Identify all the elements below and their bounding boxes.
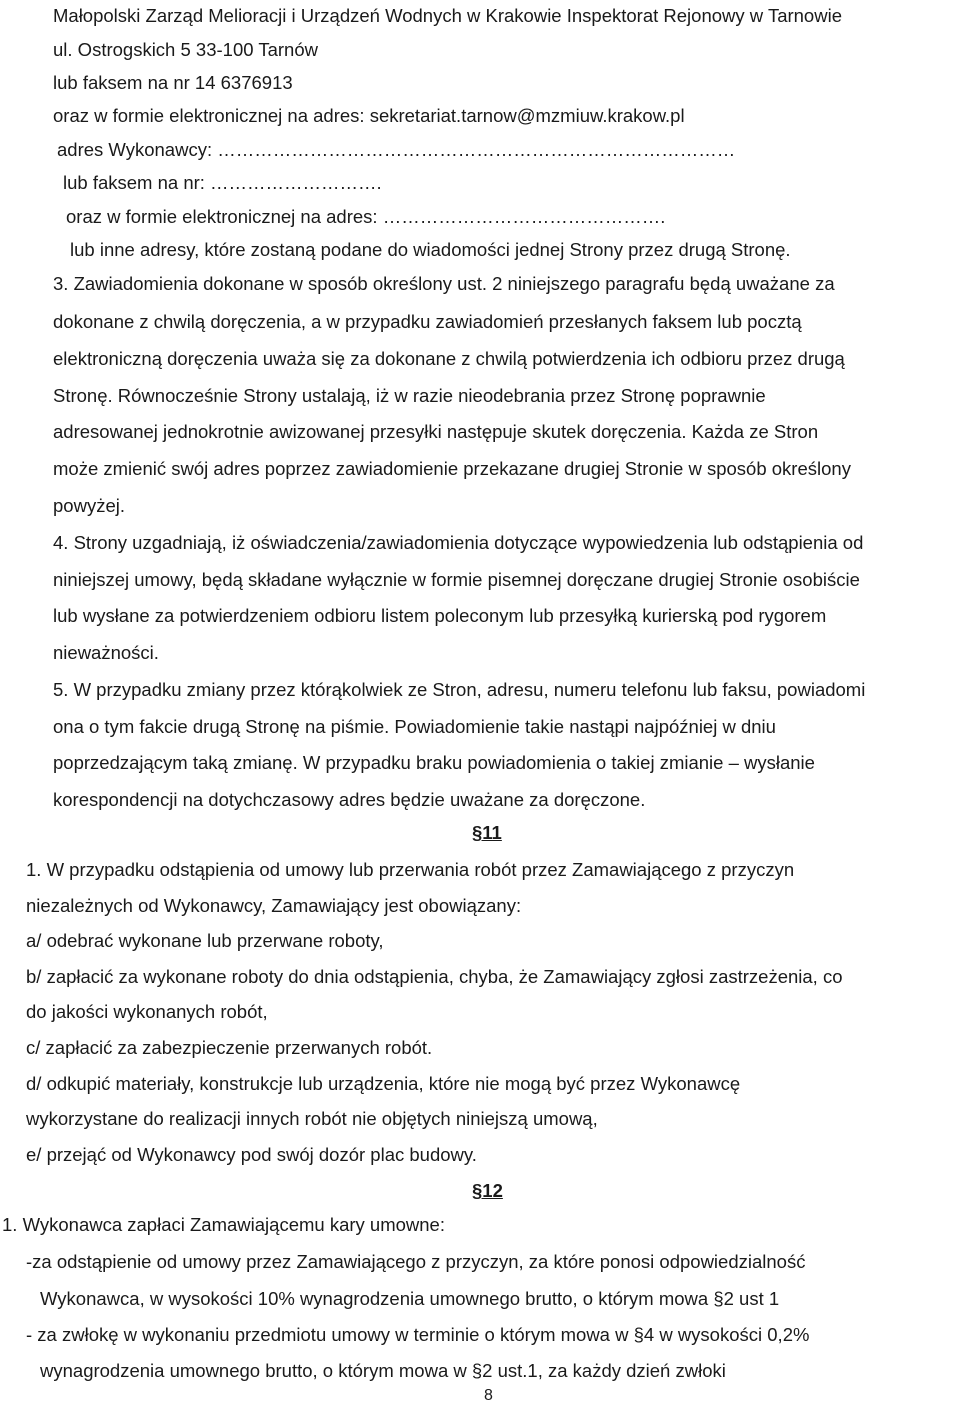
paragraph-line: 1. Wykonawca zapłaci Zamawiającemu kary umowne: — [2, 1214, 445, 1235]
section-heading-12: §12 — [472, 1180, 503, 1201]
paragraph-line: ona o tym fakcie drugą Stronę na piśmie. Powiadomienie takie nastąpi najpóźniej w dniu — [53, 716, 776, 737]
paragraph-line: adresowanej jednokrotnie awizowanej przesyłki następuje skutek doręczenia. Każda ze Stron — [53, 421, 819, 442]
address-line: ul. Ostrogskich 5 33-100 Tarnów — [53, 39, 318, 60]
address-line: oraz w formie elektronicznej na adres: sekretariat.tarnow@mzmiuw.krakow.pl — [53, 105, 685, 126]
address-line: lub inne adresy, które zostaną podane do wiadomości jednej Strony przez drugą Stronę. — [70, 239, 791, 260]
paragraph-line: niniejszej umowy, będą składane wyłącznie w formie pisemnej doręczane drugiej Stronie osobiście — [53, 569, 860, 590]
paragraph-line: lub wysłane za potwierdzeniem odbioru listem poleconym lub przesyłką kurierską pod rygorem — [53, 605, 827, 626]
paragraph-line: poprzedzającym taką zmianę. W przypadku braku powiadomienia o takiej zmianie – wysłanie — [53, 752, 815, 773]
paragraph-line: może zmienić swój adres poprzez zawiadomienie przekazane drugiej Stronie w sposób określony — [53, 458, 851, 479]
address-line: lub faksem na nr: ………………………. — [63, 172, 382, 193]
paragraph-line: wykorzystane do realizacji innych robót nie objętych niniejszą umową, — [26, 1108, 598, 1129]
paragraph-line: c/ zapłacić za zabezpieczenie przerwanych robót. — [26, 1037, 433, 1058]
page-number: 8 — [484, 1387, 493, 1404]
paragraph-line: 3. Zawiadomienia dokonane w sposób określony ust. 2 niniejszego paragrafu będą uważane za — [53, 273, 835, 294]
paragraph-line: 4. Strony uzgadniają, iż oświadczenia/zawiadomienia dotyczące wypowiedzenia lub odstąpienia od — [53, 532, 864, 553]
paragraph-line: e/ przejąć od Wykonawcy pod swój dozór plac budowy. — [26, 1144, 477, 1165]
paragraph-line: dokonane z chwilą doręczenia, a w przypadku zawiadomień przesłanych faksem lub pocztą — [53, 311, 802, 332]
paragraph-line: Wykonawca, w wysokości 10% wynagrodzenia umownego brutto, o którym mowa §2 ust 1 — [40, 1288, 780, 1309]
section-heading-11: §11 — [472, 822, 502, 843]
paragraph-line: -za odstąpienie od umowy przez Zamawiającego z przyczyn, za które ponosi odpowiedzialność — [26, 1251, 806, 1272]
address-line: Małopolski Zarząd Melioracji i Urządzeń Wodnych w Krakowie Inspektorat Rejonowy w Tarnowie — [53, 5, 842, 26]
paragraph-line: do jakości wykonanych robót, — [26, 1001, 268, 1022]
paragraph-line: d/ odkupić materiały, konstrukcje lub urządzenia, które nie mogą być przez Wykonawcę — [26, 1073, 741, 1094]
paragraph-line: wynagrodzenia umownego brutto, o którym mowa w §2 ust.1, za każdy dzień zwłoki — [40, 1360, 726, 1381]
address-line: lub faksem na nr 14 6376913 — [53, 72, 293, 93]
paragraph-line: elektroniczną doręczenia uważa się za dokonane z chwilą potwierdzenia ich odbioru przez drugą — [53, 348, 845, 369]
paragraph-line: Stronę. Równocześnie Strony ustalają, iż w razie nieodebrania przez Stronę poprawnie — [53, 385, 766, 406]
paragraph-line: b/ zapłacić za wykonane roboty do dnia odstąpienia, chyba, że Zamawiający zgłosi zastrzeżenia, co — [26, 966, 843, 987]
paragraph-line: 1. W przypadku odstąpienia od umowy lub przerwania robót przez Zamawiającego z przyczyn — [26, 859, 795, 880]
paragraph-line: niezależnych od Wykonawcy, Zamawiający jest obowiązany: — [26, 895, 522, 916]
address-line: oraz w formie elektronicznej na adres: ………………………………………. — [66, 206, 666, 227]
paragraph-line: - za zwłokę w wykonaniu przedmiotu umowy w terminie o którym mowa w §4 w wysokości 0,2% — [26, 1324, 810, 1345]
paragraph-line: powyżej. — [53, 495, 125, 516]
paragraph-line: 5. W przypadku zmiany przez którąkolwiek ze Stron, adresu, numeru telefonu lub faksu, powiadomi — [53, 679, 866, 700]
paragraph-line: a/ odebrać wykonane lub przerwane roboty, — [26, 930, 384, 951]
address-line: adres Wykonawcy: ………………………………………………………………………… — [57, 139, 736, 160]
paragraph-line: korespondencji na dotychczasowy adres będzie uważane za doręczone. — [53, 789, 646, 810]
paragraph-line: nieważności. — [53, 642, 159, 663]
